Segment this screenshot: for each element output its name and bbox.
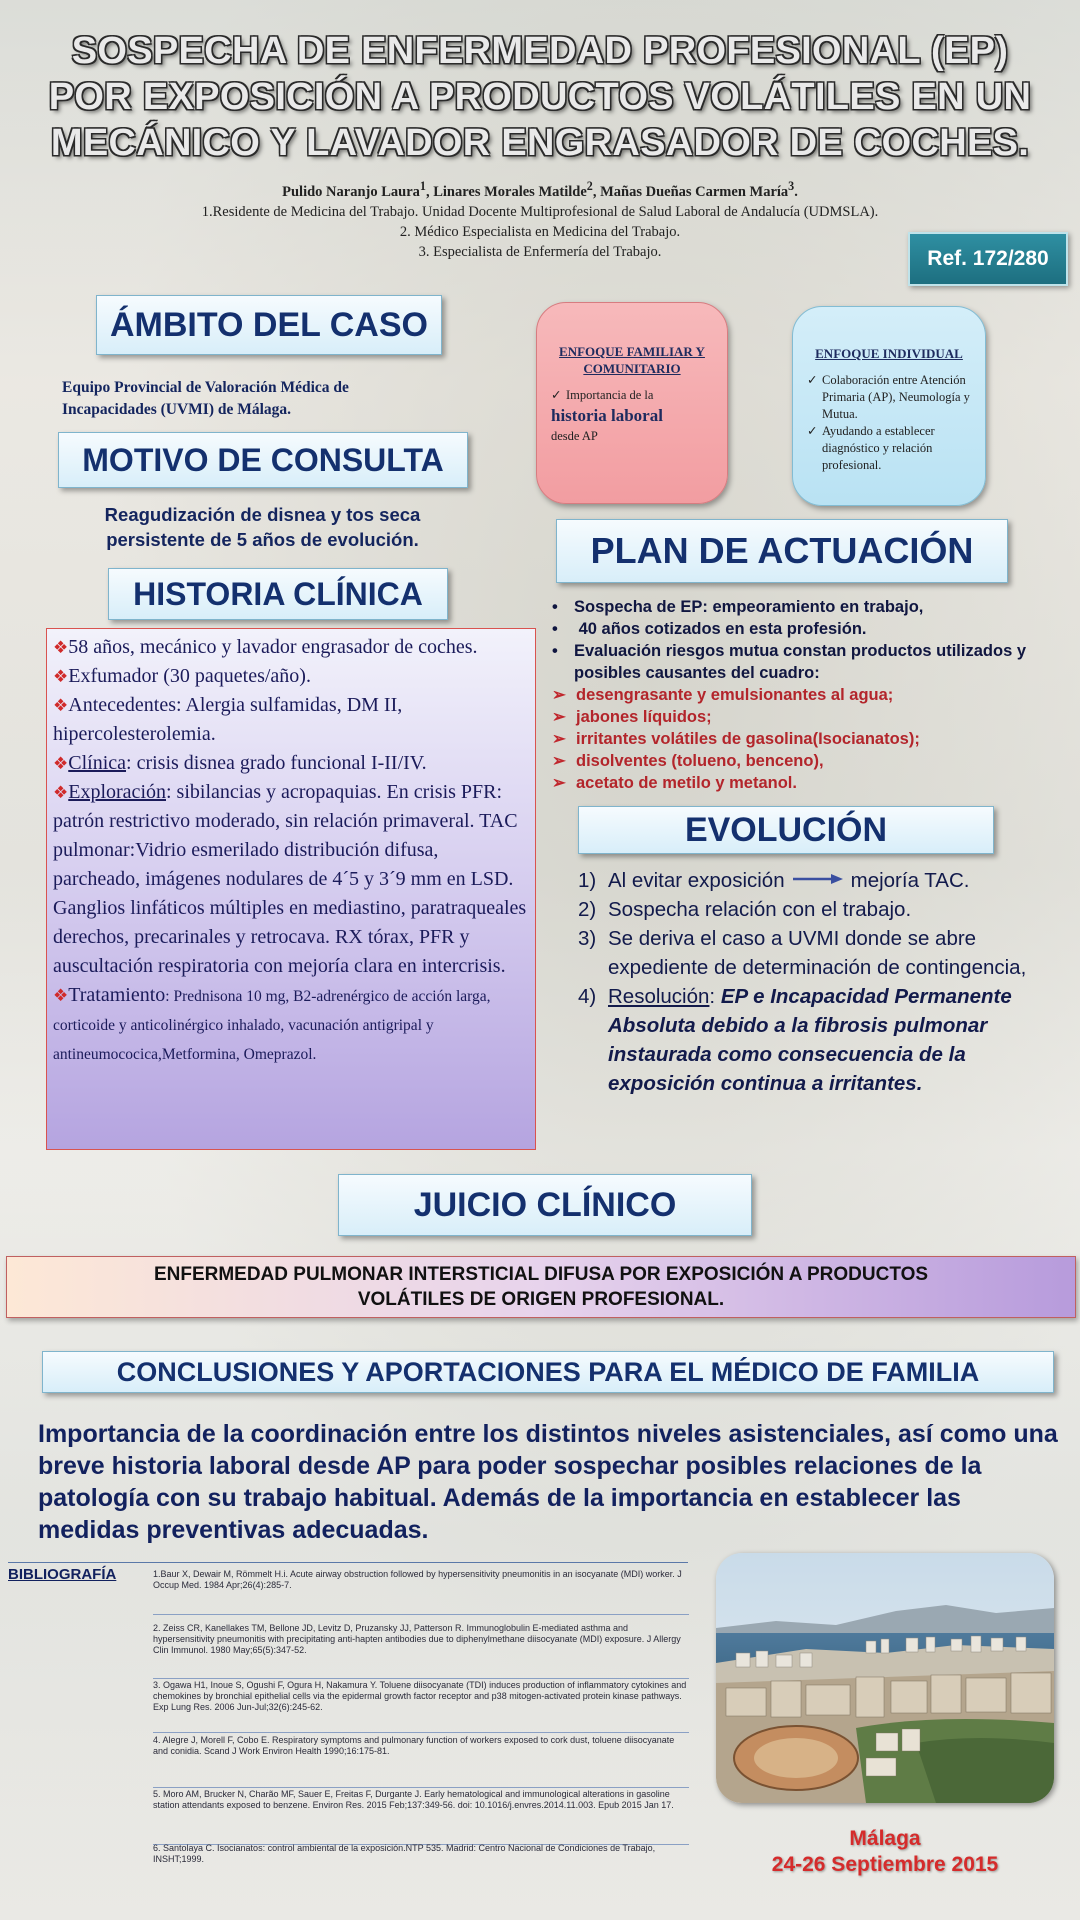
juicio-text-line-1: ENFERMEDAD PULMONAR INTERSTICIAL DIFUSA POR EXPOSICIÓN A PRODUCTOS — [153, 1264, 929, 1285]
enfoque-familiar-title: ENFOQUE FAMILIAR Y COMUNITARIO — [559, 344, 705, 376]
plan-product-4-text: disolventes (tolueno, benceno), — [576, 752, 824, 770]
plan-bullet-1: • — [552, 598, 558, 616]
plan-product-1-text: desengrasante y emulsionantes al agua; — [576, 686, 894, 704]
enfoque-familiar-item — [551, 387, 713, 445]
bibliografia-divider — [8, 1562, 688, 1563]
arrow-icon: ➢ — [552, 774, 566, 792]
title-line-2: POR EXPOSICIÓN A PRODUCTOS VOLÁTILES EN UN — [48, 76, 1032, 118]
enfoque-individual-item-1: ✓ Colaboración entre Atención Primaria (AP), Neumología y Mutua. — [807, 372, 971, 423]
bibliografia-ref-2: 2. Zeiss CR, Kanellakes TM, Bellone JD, Levitz D, Pruzansky JJ, Patterson R. Immunoglobulin E-mediated asthma and hypersensitivity pneumonitis with precipitating anti-hapten antibodies due to diphenylmethane diisocyanate (MDI) exposure. J Allergy Clin Immunol. 1980 May;65(5):347-52. — [153, 1623, 689, 1679]
bibliografia-ref-3: 3. Ogawa H1, Inoue S, Ogushi F, Ogura H, Nakamura Y. Toluene diisocyanate (TDI) induces production of inflammatory cytokines and chemokines by bronchial epithelial cells via the epidermal growth factor receptor and p38 mitogen-activated protein kinase pathways. Exp Lung Res. 2006 Jun-Jul;32(6):245-62. — [153, 1680, 689, 1733]
evolucion-num-3: 3) — [578, 927, 597, 950]
author-3: Mañas Dueñas Carmen María — [600, 183, 789, 200]
familiar-item-prefix: Importancia de la — [566, 388, 654, 402]
resolucion-colon: : — [709, 985, 721, 1008]
plan-item-1-ep: EP — [680, 598, 703, 616]
poster-title — [14, 28, 1066, 166]
title-line-1: SOSPECHA DE ENFERMEDAD PROFESIONAL (EP) — [71, 30, 1009, 72]
historia-exploracion — [53, 778, 529, 981]
plan-product-3-text: irritantes volátiles de gasolina(Isocianatos); — [576, 730, 920, 748]
arrow-icon: ➢ — [552, 686, 566, 704]
plan-item-1-pre: Sospecha de — [574, 598, 681, 616]
historia-line-1-text: 58 años, mecánico y lavador engrasador de coches. — [68, 636, 478, 658]
juicio-box — [6, 1256, 1076, 1318]
author-2: Linares Morales Matilde — [433, 183, 587, 200]
plan-product-4 — [552, 750, 1072, 772]
historia-heading: HISTORIA CLÍNICA — [108, 568, 448, 620]
bibliografia-heading: BIBLIOGRAFÍA — [8, 1566, 117, 1583]
tratamiento-label: Tratamiento — [68, 984, 166, 1006]
evolucion-item-2 — [578, 895, 1068, 924]
plan-item-3 — [552, 640, 1072, 684]
author-2-sup: 2 — [586, 179, 593, 193]
plan-product-1 — [552, 684, 1072, 706]
evolucion-item-3-text: Se deriva el caso a UVMI donde se abre expediente de determinación de contingencia, — [608, 927, 1027, 979]
ambito-heading: ÁMBITO DEL CASO — [96, 295, 442, 355]
tratamiento-text: : Prednisona 10 mg, B2-adrenérgico de acción larga, corticoide y anticolinérgico inhalado, vacunación antigripal y antineumococica,Metformina, Omeprazol. — [53, 988, 491, 1063]
historia-box — [46, 628, 536, 1150]
author-end: . — [794, 183, 798, 200]
affiliation-3: 3. Especialista de Enfermería del Trabajo. — [418, 243, 662, 260]
author-sep-2: , — [592, 183, 601, 200]
plan-item-1 — [552, 596, 1072, 618]
evolucion-list — [578, 866, 1068, 1098]
evolucion-num-2: 2) — [578, 898, 597, 921]
author-1-sup: 1 — [419, 179, 426, 193]
arrow-icon: ➢ — [552, 708, 566, 726]
historia-line-1 — [53, 633, 529, 662]
evolucion-item-4 — [578, 982, 1068, 1098]
motivo-text: Reagudización de disnea y tos seca persistente de 5 años de evolución. — [104, 504, 421, 550]
evolucion-item-1-pre: Al evitar exposición — [608, 869, 785, 892]
conclusiones-heading: CONCLUSIONES Y APORTACIONES PARA EL MÉDICO DE FAMILIA — [42, 1351, 1054, 1393]
affiliation-1: 1.Residente de Medicina del Trabajo. Unidad Docente Multiprofesional de Salud Laboral de Andalucía (UDMSLA). — [201, 203, 879, 220]
exploracion-text: : sibilancias y acropaquias. En crisis PFR: patrón restrictivo moderado, sin relación primaveral. TAC pulmonar:Vidrio esmerilado distribución difusa, parcheado, imágenes nodulares de 4´5 y 3´9 mm en LSD. Ganglios linfáticos múltiples en mediastino, paratraqueales derechos, precarinales y retrocava. RX tórax, PFR y auscultación respiratoria con mejoría clara en intercrisis. — [53, 781, 527, 977]
diamond-bullet-icon: ❖ — [53, 986, 69, 1005]
enfoque-individual-card — [792, 306, 986, 506]
bibliografia-ref-1: 1.Baur X, Dewair M, Römmelt H.i. Acute airway obstruction followed by hypersensitivity pneumonitis in an isocyanate (MDI) worker. J Occup Med. 1984 Apr;26(4):285-7. — [153, 1569, 689, 1615]
malaga-city-illustration — [716, 1553, 1054, 1803]
diamond-bullet-icon: ❖ — [53, 754, 69, 773]
clinica-text: : crisis disnea grado funcional I-II/IV. — [126, 752, 427, 774]
plan-product-5 — [552, 772, 1072, 794]
evolucion-heading: EVOLUCIÓN — [578, 806, 994, 854]
plan-bullet-2: • — [552, 620, 558, 638]
diamond-bullet-icon: ❖ — [53, 696, 69, 715]
event-location — [716, 1826, 1054, 1878]
author-3-sup: 3 — [788, 179, 795, 193]
plan-heading: PLAN DE ACTUACIÓN — [556, 519, 1008, 583]
plan-product-2-text: jabones líquidos; — [576, 708, 712, 726]
historia-clinica — [53, 749, 529, 778]
historia-tratamiento — [53, 981, 529, 1068]
conclusiones-text: Importancia de la coordinación entre los distintos niveles asistenciales, así como una breve historia laboral desde AP para poder sospechar posibles relaciones de la patología con su trabajo habitual. Además de la importancia en establecer las medidas preventivas adecuadas. — [38, 1420, 1058, 1544]
plan-product-5-text: acetato de metilo y metanol. — [576, 774, 797, 792]
bibliografia-ref-5: 5. Moro AM, Brucker N, Charão MF, Sauer E, Freitas F, Durgante J. Early hematological and immunological alterations in gasoline station attendants exposed to benzene. Environ Res. 2015 Feb;137:349-56. doi: 10.1016/j.envres.2014.11.003. Epub 2015 Jan 17. — [153, 1789, 689, 1845]
diamond-bullet-icon: ❖ — [53, 783, 69, 802]
plan-product-2 — [552, 706, 1072, 728]
enfoque-familiar-card — [536, 302, 728, 504]
author-1: Pulido Naranjo Laura — [282, 183, 420, 200]
title-line-3: MECÁNICO Y LAVADOR ENGRASADOR DE COCHES. — [50, 122, 1030, 164]
evolucion-num-4: 4) — [578, 985, 597, 1008]
evolucion-num-1: 1) — [578, 869, 597, 892]
plan-list — [552, 596, 1072, 794]
plan-item-2-text: 40 años cotizados en esta profesión. — [574, 620, 867, 638]
bibliografia-ref-6: 6. Santolaya C. Isocianatos: control ambiental de la exposición.NTP 535. Madrid: Centro Nacional de Condiciones de Trabajo, INSHT;1999. — [153, 1843, 656, 1864]
evolucion-item-3 — [578, 924, 1068, 982]
exploracion-label: Exploración — [68, 781, 166, 803]
evolucion-item-2-text: Sospecha relación con el trabajo. — [608, 898, 912, 921]
familiar-item-suffix: desde AP — [551, 429, 598, 443]
resolucion-label: Resolución — [608, 985, 710, 1008]
ambito-text: Equipo Provincial de Valoración Médica de Incapacidades (UVMI) de Málaga. — [62, 379, 349, 418]
historia-line-3 — [53, 691, 529, 749]
plan-item-3-text: Evaluación riesgos mutua constan productos utilizados y posibles causantes del cuadro: — [574, 642, 1027, 682]
arrow-icon: ➢ — [552, 730, 566, 748]
author-names — [0, 176, 1080, 202]
historia-line-2 — [53, 662, 529, 691]
resolucion-text: EP e Incapacidad Permanente Absoluta debido a la fibrosis pulmonar instaurada como consecuencia de la exposición continua a irritantes. — [608, 985, 1012, 1095]
historia-line-3-text: Antecedentes: Alergia sulfamidas, DM II, hipercolesterolemia. — [53, 694, 403, 745]
familiar-item-bold: historia laboral — [551, 406, 663, 425]
plan-product-3 — [552, 728, 1072, 750]
historia-line-2-text: Exfumador (30 paquetes/año). — [68, 665, 311, 687]
evolucion-item-1 — [578, 866, 1068, 895]
reference-badge: Ref. 172/280 — [908, 232, 1068, 286]
diamond-bullet-icon: ❖ — [53, 638, 69, 657]
juicio-heading: JUICIO CLÍNICO — [338, 1174, 752, 1236]
arrow-icon: ➢ — [552, 752, 566, 770]
enfoque-individual-item-2: ✓ Ayudando a establecer diagnóstico y relación profesional. — [807, 423, 971, 474]
diamond-bullet-icon: ❖ — [53, 667, 69, 686]
bibliografia-ref-4: 4. Alegre J, Morell F, Cobo E. Respiratory symptoms and pulmonary function of workers exposed to cork dust, toluene diisocyanate and conidia. Scand J Work Environ Health 1990;16:175-81. — [153, 1735, 689, 1788]
right-arrow-icon — [793, 874, 843, 884]
enfoque-individual-title: ENFOQUE INDIVIDUAL — [815, 346, 963, 361]
affiliation-2: 2. Médico Especialista en Medicina del Trabajo. — [399, 223, 681, 240]
event-city: Málaga — [849, 1827, 921, 1850]
malaga-city-photo — [716, 1553, 1054, 1803]
event-dates: 24-26 Septiembre 2015 — [771, 1853, 999, 1876]
motivo-heading: MOTIVO DE CONSULTA — [58, 432, 468, 488]
plan-bullet-3: • — [552, 642, 558, 660]
clinica-label: Clínica — [68, 752, 127, 774]
plan-item-2 — [552, 618, 1072, 640]
plan-item-1-post: : empeoramiento en trabajo, — [702, 598, 924, 616]
juicio-text-line-2: VOLÁTILES DE ORIGEN PROFESIONAL. — [357, 1289, 725, 1310]
evolucion-item-1-post: mejoría TAC. — [850, 869, 970, 892]
author-sep-1: , — [425, 183, 434, 200]
